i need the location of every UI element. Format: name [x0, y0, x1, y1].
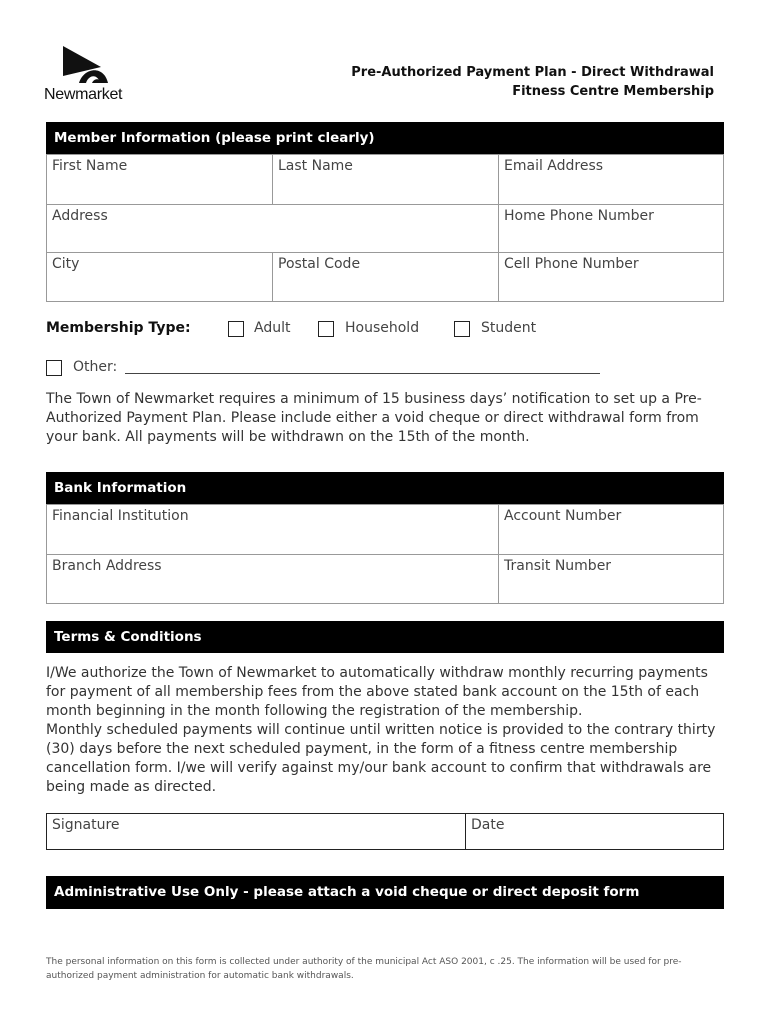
city-field[interactable]: [46, 252, 273, 302]
member-info-heading: Member Information (please print clearly): [46, 122, 724, 154]
email-label: Email Address: [504, 158, 604, 174]
terms-paragraph-1: I/We authorize the Town of Newmarket to automatically withdraw monthly recurring payments for payment of all membership fees from the above stated bank account on the 15th of each month beginning in the month following the registration of the membership.: [46, 665, 708, 719]
admin-heading: Administrative Use Only - please attach a void cheque or direct deposit form: [46, 876, 724, 909]
student-label: Student: [481, 320, 537, 336]
adult-label: Adult: [254, 320, 291, 336]
email-field[interactable]: [498, 154, 724, 205]
household-label: Household: [345, 320, 420, 336]
household-checkbox[interactable]: [318, 321, 334, 337]
postal-code-label: Postal Code: [278, 256, 361, 272]
branch-address-field[interactable]: [46, 554, 499, 604]
last-name-field[interactable]: [272, 154, 499, 205]
transit-number-label: Transit Number: [504, 558, 612, 574]
account-number-label: Account Number: [504, 508, 622, 524]
terms-paragraph-2: Monthly scheduled payments will continue until written notice is provided to the contrary thirty (30) days before the next scheduled payment, in the form of a fitness centre membership cancellation form. I/we will verify against my/our bank account to confirm that withdrawals are being made as directed.: [46, 722, 716, 795]
other-label: Other:: [73, 359, 118, 375]
financial-institution-field[interactable]: [46, 504, 499, 555]
address-field[interactable]: [46, 204, 499, 253]
other-input-line[interactable]: [125, 373, 600, 374]
adult-checkbox[interactable]: [228, 321, 244, 337]
signature-label: Signature: [52, 817, 120, 833]
home-phone-label: Home Phone Number: [504, 208, 654, 224]
terms-text: [46, 664, 726, 797]
terms-heading: Terms & Conditions: [46, 621, 724, 653]
membership-type-label: Membership Type:: [46, 320, 191, 336]
form-title-line2: Fitness Centre Membership: [512, 84, 714, 99]
financial-institution-label: Financial Institution: [52, 508, 189, 524]
bank-info-heading: Bank Information: [46, 472, 724, 504]
first-name-label: First Name: [52, 158, 128, 174]
date-label: Date: [471, 817, 505, 833]
postal-code-field[interactable]: [272, 252, 499, 302]
notice-text: The Town of Newmarket requires a minimum of 15 business days’ notification to set up a Pre-Authorized Payment Plan. Please include either a void cheque or direct withdrawal form from your bank. All payments will be withdrawn on the 15th of the month.: [46, 391, 702, 445]
address-label: Address: [52, 208, 108, 224]
privacy-footer: The personal information on this form is collected under authority of the municipal Act ASO 2001, c .25. The information will be used for pre-authorized payment administration for automatic bank withdrawals.: [46, 957, 682, 981]
cell-phone-label: Cell Phone Number: [504, 256, 639, 272]
cell-phone-field[interactable]: [498, 252, 724, 302]
last-name-label: Last Name: [278, 158, 353, 174]
signature-field[interactable]: [46, 813, 466, 850]
logo-text: Newmarket: [44, 86, 123, 103]
date-field[interactable]: [465, 813, 724, 850]
city-label: City: [52, 256, 80, 272]
form-title-line1: Pre-Authorized Payment Plan - Direct Withdrawal: [351, 65, 714, 80]
first-name-field[interactable]: [46, 154, 273, 205]
other-checkbox[interactable]: [46, 360, 62, 376]
account-number-field[interactable]: [498, 504, 724, 555]
form-title: [351, 63, 714, 101]
transit-number-field[interactable]: [498, 554, 724, 604]
home-phone-field[interactable]: [498, 204, 724, 253]
branch-address-label: Branch Address: [52, 558, 162, 574]
student-checkbox[interactable]: [454, 321, 470, 337]
